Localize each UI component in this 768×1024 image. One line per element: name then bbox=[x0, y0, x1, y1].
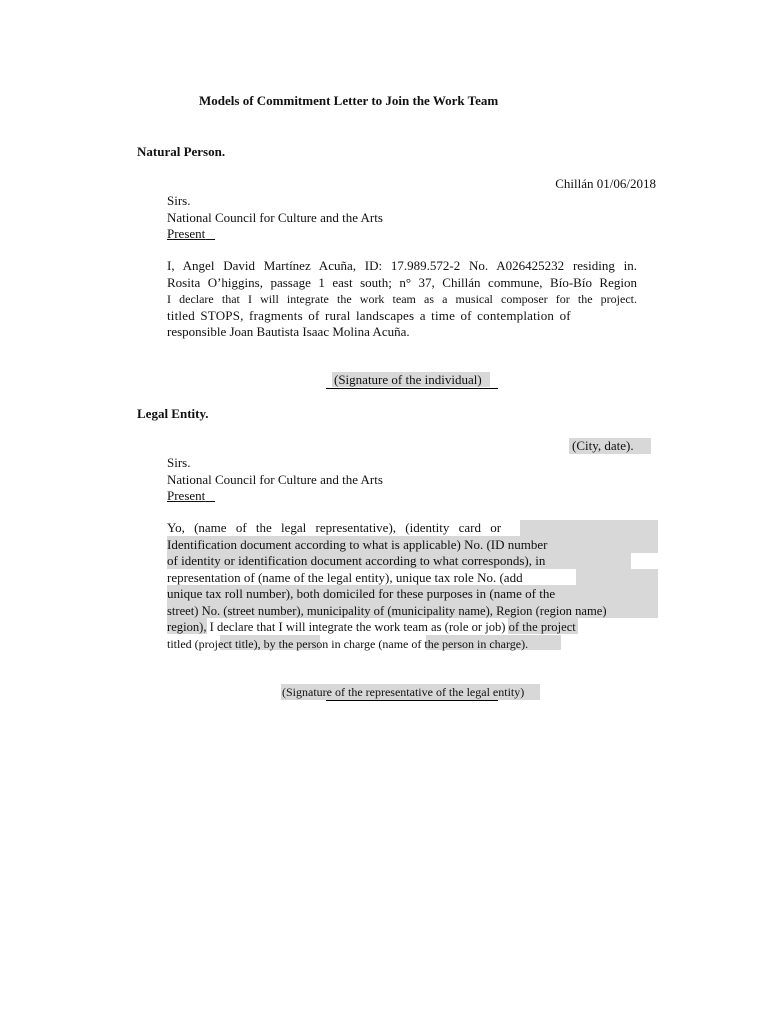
body-line: responsible Joan Bautista Isaac Molina Acuña. bbox=[167, 324, 410, 339]
body-line: representation of (name of the legal entity), unique tax role No. (add bbox=[167, 569, 523, 585]
signature-label: (Signature of the representative of the legal entity) bbox=[282, 685, 525, 699]
body-line: Identification document according to what is applicable) No. (ID number bbox=[167, 536, 548, 552]
signature-line bbox=[326, 388, 498, 389]
body-line: of identity or identification document according to what corresponds), in bbox=[167, 553, 546, 568]
body-line: I declare that I will integrate the work team as a musical composer for the project. bbox=[167, 292, 637, 306]
section-heading-natural bbox=[133, 144, 225, 160]
page-title: Models of Commitment Letter to Join the Work Team bbox=[199, 93, 499, 108]
body-line: titled (project title), by the person in charge (name of the person in charge). bbox=[167, 636, 529, 651]
signature-label: (Signature of the individual) bbox=[334, 372, 482, 387]
section-heading-label: Natural Person. bbox=[137, 144, 226, 159]
section-heading-label: Legal Entity. bbox=[137, 406, 209, 421]
salutation: Sirs. bbox=[167, 193, 191, 208]
signature-line bbox=[326, 700, 498, 701]
recipient-name: National Council for Culture and the Arts bbox=[167, 209, 383, 225]
present-label: Present bbox=[167, 488, 206, 503]
body-line: Rosita O’higgins, passage 1 east south; n° 37, Chillán commune, Bío-Bío Region bbox=[167, 274, 637, 290]
body-line: titled STOPS, fragments of rural landscapes a time of contemplation of bbox=[167, 307, 571, 323]
body-line: I, Angel David Martínez Acuña, ID: 17.989.572-2 No. A026425232 residing in. bbox=[167, 258, 637, 273]
recipient-block bbox=[167, 455, 637, 505]
recipient-name: National Council for Culture and the Arts bbox=[167, 471, 383, 487]
city-date: (City, date). bbox=[572, 438, 634, 453]
body-line: street) No. (street number), municipality of (municipality name), Region (region name) bbox=[167, 603, 607, 618]
city-date: Chillán 01/06/2018 bbox=[555, 176, 656, 191]
body-line: region), I declare that I will integrate the work team as (role or job) of the project bbox=[167, 620, 576, 634]
letter-body bbox=[167, 520, 637, 652]
section-heading-legal bbox=[133, 406, 209, 422]
body-line: Yo, (name of the legal representative), (identity card or bbox=[167, 520, 502, 535]
body-line: unique tax roll number), both domiciled for these purposes in (name of the bbox=[167, 586, 556, 601]
present-label: Present bbox=[167, 226, 206, 241]
salutation: Sirs. bbox=[167, 455, 191, 470]
letter-body bbox=[167, 258, 637, 341]
recipient-block bbox=[167, 193, 637, 243]
